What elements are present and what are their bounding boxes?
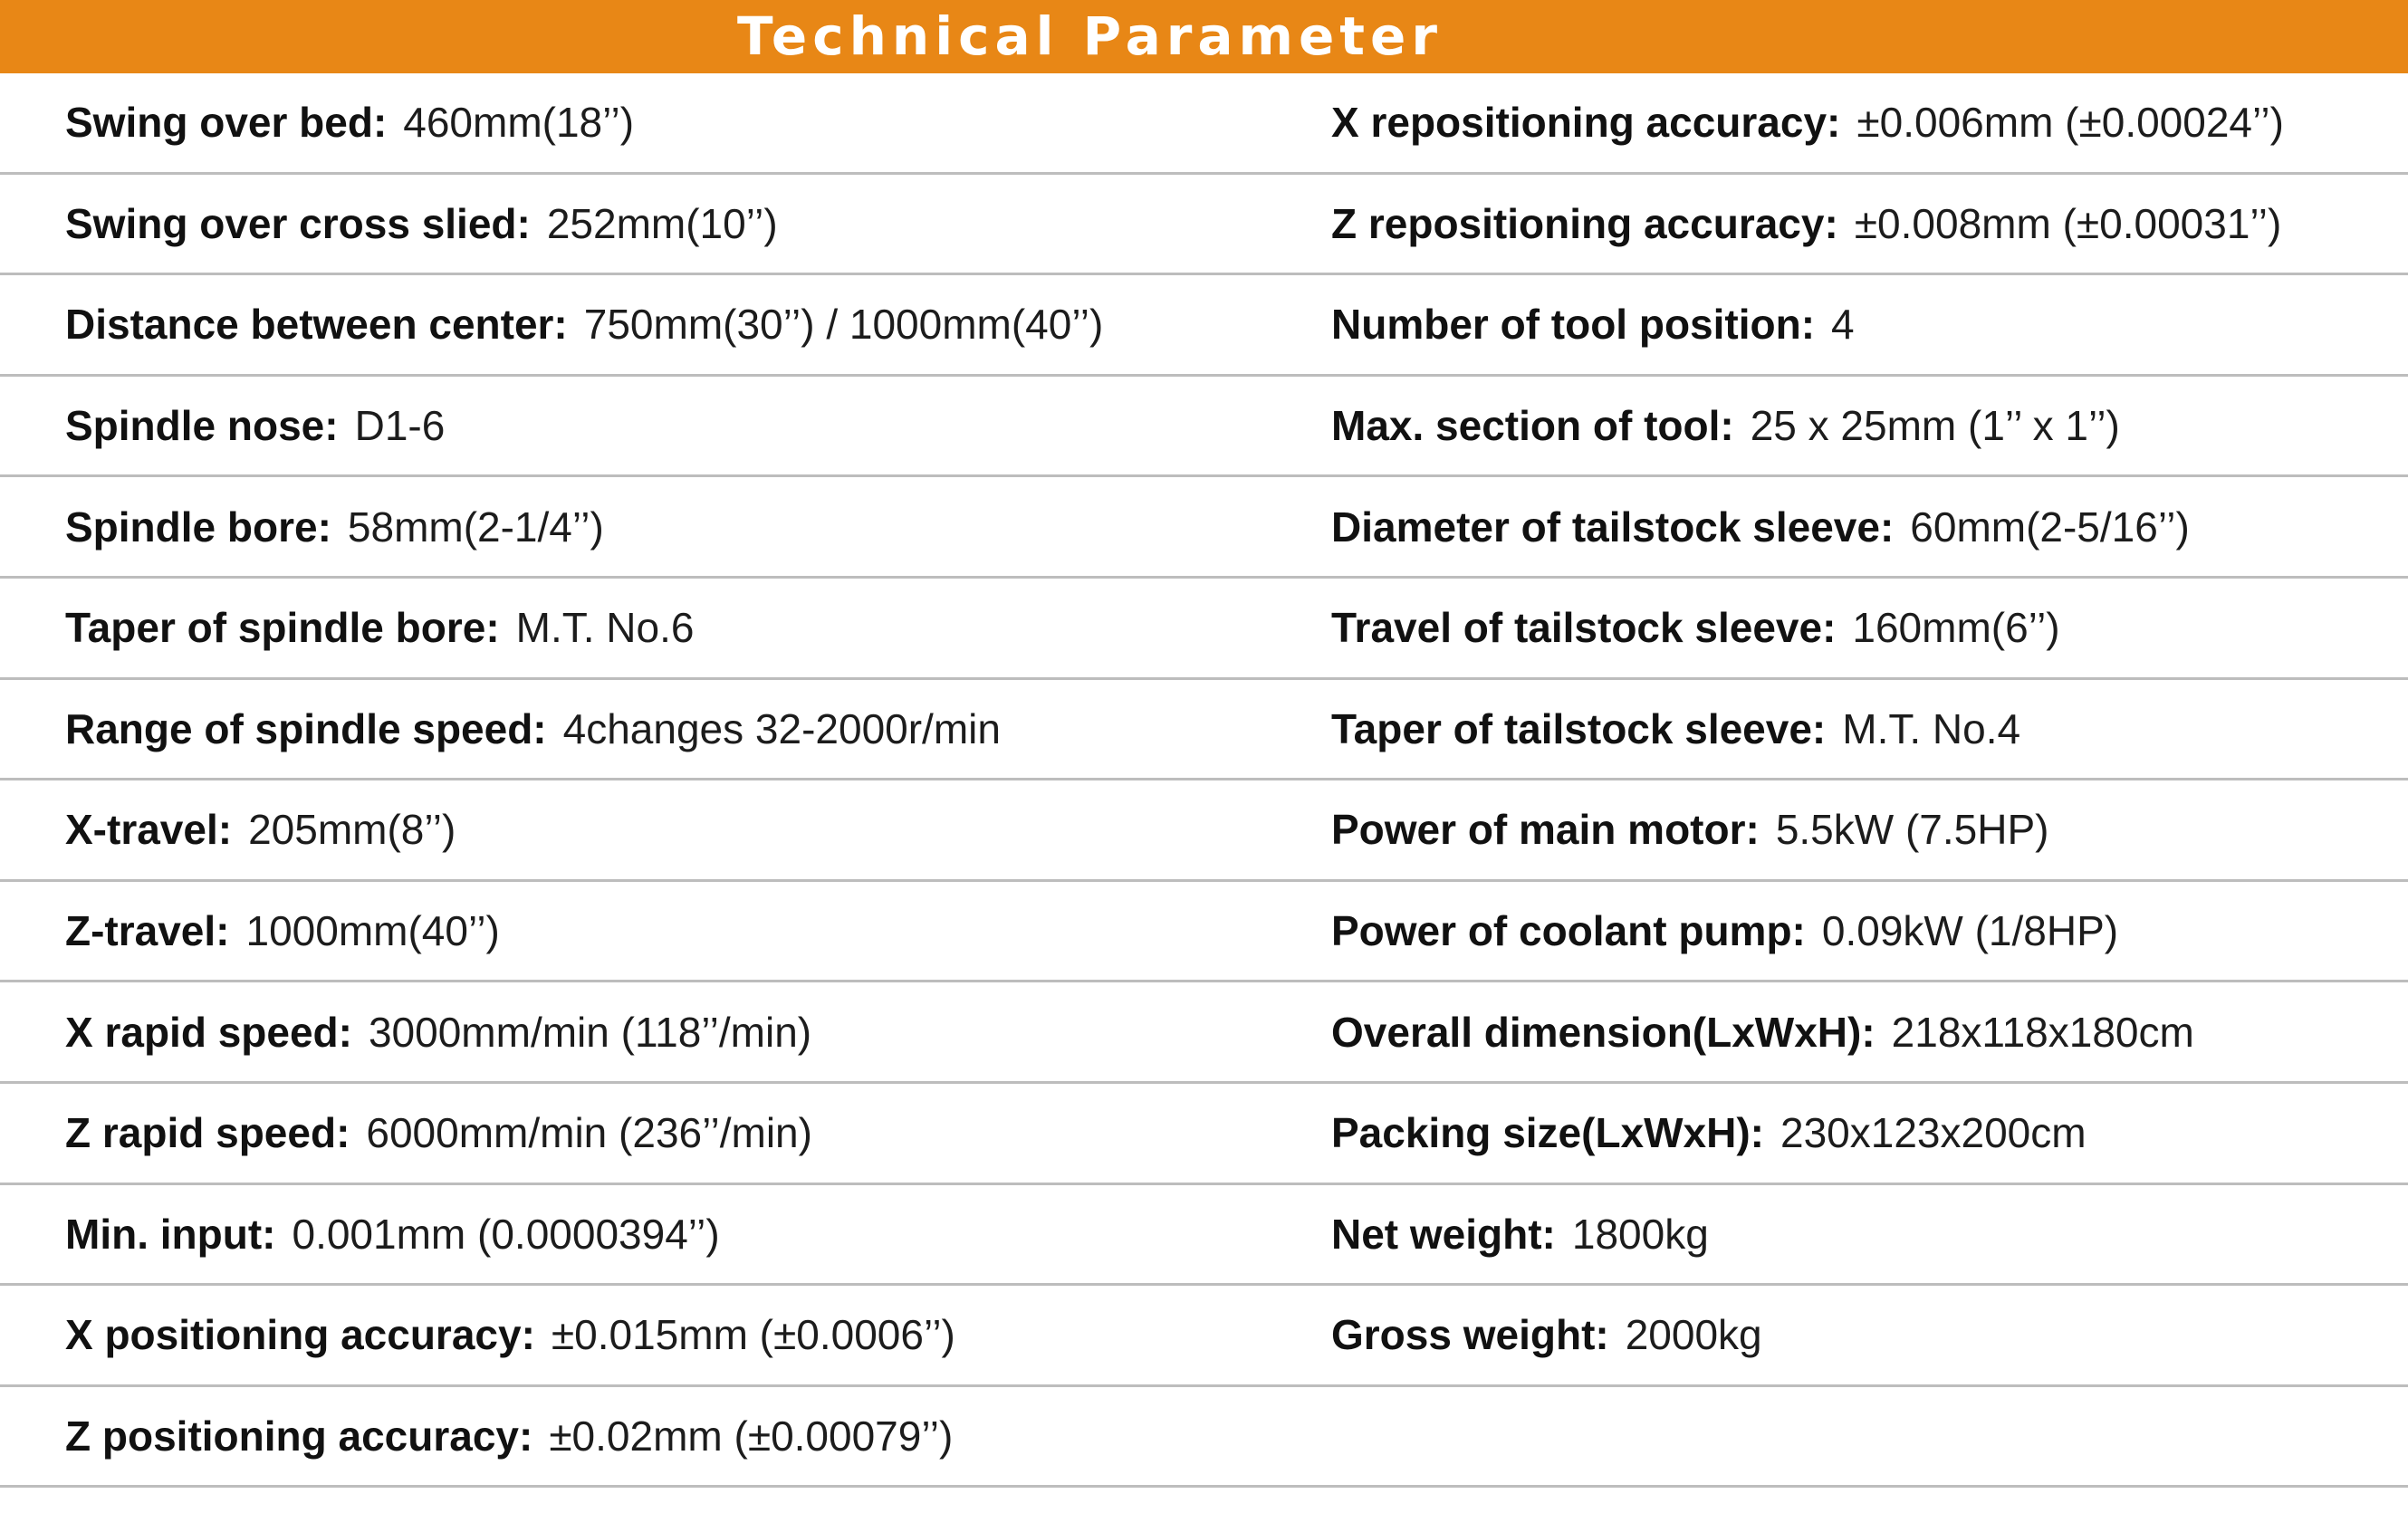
parameter-label: Number of tool position: (1331, 301, 1816, 349)
parameter-value: M.T. No.6 (515, 604, 695, 652)
right-parameter (1331, 477, 2190, 576)
left-parameter (65, 982, 811, 1081)
parameter-value: ±0.02mm (±0.00079’’) (549, 1412, 954, 1460)
right-parameter (1331, 73, 2284, 172)
left-parameter (65, 73, 634, 172)
parameter-value: 205mm(8’’) (248, 806, 456, 854)
left-parameter (65, 477, 604, 576)
left-parameter (65, 1084, 812, 1183)
right-parameter (1331, 1387, 1348, 1486)
right-parameter (1331, 1084, 2087, 1183)
parameter-value: 1000mm(40’’) (245, 907, 500, 955)
left-parameter (65, 579, 694, 677)
parameter-label: Gross weight: (1331, 1311, 1609, 1359)
parameter-value: 3000mm/min (118’’/min) (368, 1008, 812, 1056)
left-parameter (65, 1286, 955, 1384)
parameter-value: D1-6 (354, 402, 446, 450)
parameter-label: Z rapid speed: (65, 1109, 350, 1157)
parameter-value: 750mm(30’’) / 1000mm(40’’) (583, 301, 1104, 349)
parameter-label: Taper of tailstock sleeve: (1331, 704, 1827, 752)
parameter-value: 4 (1831, 301, 1855, 349)
parameter-label: Spindle nose: (65, 402, 339, 450)
right-parameter (1331, 1286, 1762, 1384)
parameter-label: Power of main motor: (1331, 806, 1760, 854)
parameter-value: ±0.008mm (±0.00031’’) (1854, 199, 2282, 247)
parameter-value: 160mm(6’’) (1852, 604, 2060, 652)
parameter-label: Swing over bed: (65, 99, 388, 147)
table-row (0, 1185, 2408, 1287)
parameter-value: 25 x 25mm (1’’ x 1’’) (1750, 402, 2120, 450)
parameter-label: Max. section of tool: (1331, 402, 1734, 450)
right-parameter (1331, 882, 2118, 981)
table-row (0, 1084, 2408, 1185)
right-parameter (1331, 377, 2120, 475)
parameter-label: Range of spindle speed: (65, 704, 547, 752)
parameter-value: 60mm(2-5/16’’) (1910, 503, 2190, 551)
right-parameter (1331, 1185, 1709, 1284)
table-row (0, 780, 2408, 882)
parameter-label: Taper of spindle bore: (65, 604, 500, 652)
right-parameter (1331, 175, 2281, 273)
parameter-label: Min. input: (65, 1210, 276, 1258)
parameter-label: Distance between center: (65, 301, 568, 349)
parameter-value: 6000mm/min (236’’/min) (366, 1109, 812, 1157)
parameter-label: Spindle bore: (65, 503, 331, 551)
parameter-value: ±0.006mm (±0.00024’’) (1856, 99, 2284, 147)
right-parameter (1331, 780, 2048, 879)
table-row (0, 680, 2408, 781)
left-parameter (65, 175, 778, 273)
parameter-label: Z-travel: (65, 907, 230, 955)
left-parameter (65, 780, 456, 879)
parameter-value: 252mm(10’’) (546, 199, 778, 247)
parameter-label: X rapid speed: (65, 1008, 352, 1056)
parameter-value: 0.09kW (1/8HP) (1821, 907, 2119, 955)
parameter-value: ±0.015mm (±0.0006’’) (551, 1311, 955, 1359)
table-row (0, 579, 2408, 680)
parameter-label: Travel of tailstock sleeve: (1331, 604, 1837, 652)
parameter-value: 4changes 32-2000r/min (562, 704, 1001, 752)
right-parameter (1331, 982, 2194, 1081)
parameter-label: Swing over cross slied: (65, 199, 531, 247)
right-parameter (1331, 680, 2020, 779)
parameter-value: 230x123x200cm (1780, 1109, 2087, 1157)
table-row (0, 1286, 2408, 1387)
parameter-value: 58mm(2-1/4’’) (347, 503, 604, 551)
left-parameter (65, 1387, 953, 1486)
parameter-label: Power of coolant pump: (1331, 907, 1806, 955)
left-parameter (65, 275, 1103, 374)
right-parameter (1331, 275, 1855, 374)
parameter-value: 2000kg (1625, 1311, 1762, 1359)
parameter-value: 218x118x180cm (1891, 1008, 2194, 1056)
parameter-label: Z repositioning accuracy: (1331, 199, 1838, 247)
table-row (0, 1387, 2408, 1489)
left-parameter (65, 680, 1001, 779)
parameter-label: X positioning accuracy: (65, 1311, 535, 1359)
table-row (0, 175, 2408, 276)
parameter-value: M.T. No.4 (1842, 704, 2021, 752)
table-row (0, 982, 2408, 1084)
table-row (0, 275, 2408, 377)
page-title: Technical Parameter (737, 5, 1443, 67)
parameter-label: X repositioning accuracy: (1331, 99, 1841, 147)
parameter-label: Z positioning accuracy: (65, 1412, 533, 1460)
parameter-label: Net weight: (1331, 1210, 1556, 1258)
table-row (0, 73, 2408, 175)
table-row (0, 377, 2408, 478)
right-parameter (1331, 579, 2060, 677)
left-parameter (65, 882, 500, 981)
parameter-value: 5.5kW (7.5HP) (1775, 806, 2049, 854)
parameter-label: X-travel: (65, 806, 233, 854)
parameter-label: Diameter of tailstock sleeve: (1331, 503, 1895, 551)
parameter-label: Overall dimension(LxWxH): (1331, 1008, 1876, 1056)
parameter-value: 460mm(18’’) (403, 99, 635, 147)
table-row (0, 882, 2408, 983)
parameter-value: 0.001mm (0.0000394’’) (292, 1210, 720, 1258)
table-row (0, 477, 2408, 579)
left-parameter (65, 1185, 720, 1284)
title-bar (0, 0, 2408, 73)
parameter-value: 1800kg (1571, 1210, 1709, 1258)
parameter-label: Packing size(LxWxH): (1331, 1109, 1764, 1157)
parameter-table (0, 73, 2408, 1511)
left-parameter (65, 377, 445, 475)
